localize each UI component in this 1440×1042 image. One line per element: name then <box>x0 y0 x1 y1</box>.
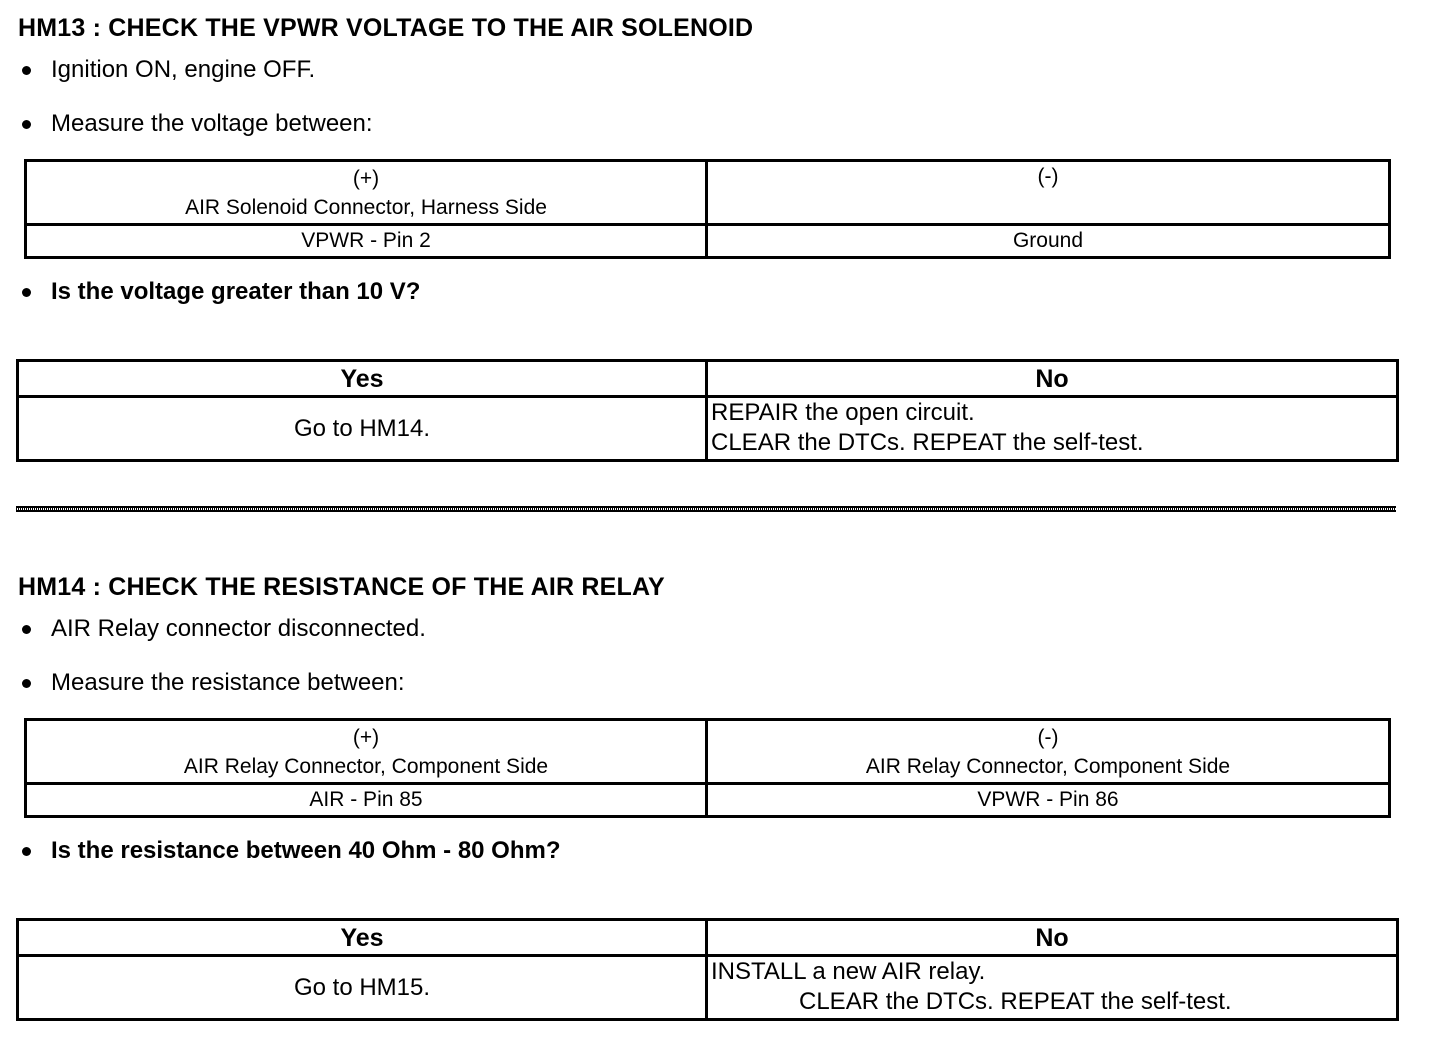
bullet-dot-icon <box>22 288 31 297</box>
minus-pin-cell: Ground <box>707 225 1390 258</box>
bullet-item <box>18 669 405 697</box>
bullet-text: Measure the resistance between: <box>51 669 405 696</box>
result-action-row <box>18 956 1398 1020</box>
yes-header: Yes <box>18 920 707 956</box>
measurement-header-row <box>26 161 1390 225</box>
bullet-dot-icon <box>22 679 31 688</box>
no-action-line: REPAIR the open circuit. <box>711 399 975 426</box>
bullet-item <box>18 56 315 84</box>
section-title-hm14: HM14 : CHECK THE RESISTANCE OF THE AIR RELAY <box>18 573 665 601</box>
bullet-dot-icon <box>22 66 31 75</box>
no-action-line: INSTALL a new AIR relay. <box>711 958 986 985</box>
minus-symbol: (-) <box>1037 725 1059 749</box>
measurement-header-row <box>26 720 1390 784</box>
bullet-text: AIR Relay connector disconnected. <box>51 615 426 642</box>
result-header-row <box>18 920 1398 956</box>
section-divider <box>16 506 1396 512</box>
no-action-line: CLEAR the DTCs. REPEAT the self-test. <box>799 988 1232 1015</box>
result-table-hm14 <box>16 918 1399 1021</box>
no-action-cell <box>707 397 1398 461</box>
measurement-pin-row <box>26 225 1390 258</box>
plus-description: AIR Relay Connector, Component Side <box>183 754 549 778</box>
result-action-row <box>18 397 1398 461</box>
yes-action: Go to HM14. <box>18 397 707 461</box>
no-action-line: CLEAR the DTCs. REPEAT the self-test. <box>711 429 1144 456</box>
plus-terminal-cell <box>26 720 707 784</box>
minus-description: AIR Relay Connector, Component Side <box>865 754 1231 778</box>
measurement-table-hm14 <box>24 718 1391 818</box>
bullet-dot-icon <box>22 120 31 129</box>
measurement-pin-row <box>26 784 1390 817</box>
result-table-hm13 <box>16 359 1399 462</box>
section-title-hm13: HM13 : CHECK THE VPWR VOLTAGE TO THE AIR SOLENOID <box>18 14 754 42</box>
question-item <box>18 278 420 306</box>
question-text: Is the voltage greater than 10 V? <box>51 278 421 305</box>
bullet-text: Ignition ON, engine OFF. <box>51 56 316 83</box>
measurement-table-hm13 <box>24 159 1391 259</box>
bullet-dot-icon <box>22 625 31 634</box>
bullet-dot-icon <box>22 847 31 856</box>
no-action-cell <box>707 956 1398 1020</box>
minus-terminal-cell <box>707 161 1390 225</box>
no-header: No <box>707 361 1398 397</box>
plus-terminal-cell <box>26 161 707 225</box>
question-item <box>18 837 561 865</box>
yes-header: Yes <box>18 361 707 397</box>
plus-description: AIR Solenoid Connector, Harness Side <box>185 195 547 219</box>
result-header-row <box>18 361 1398 397</box>
minus-symbol: (-) <box>1037 165 1059 188</box>
minus-pin-cell: VPWR - Pin 86 <box>707 784 1390 817</box>
question-text: Is the resistance between 40 Ohm - 80 Ohm? <box>51 837 561 864</box>
plus-pin-cell: VPWR - Pin 2 <box>26 225 707 258</box>
plus-symbol: (+) <box>352 725 380 749</box>
bullet-item <box>18 110 373 138</box>
plus-pin-cell: AIR - Pin 85 <box>26 784 707 817</box>
minus-terminal-cell <box>707 720 1390 784</box>
no-header: No <box>707 920 1398 956</box>
yes-action: Go to HM15. <box>18 956 707 1020</box>
bullet-text: Measure the voltage between: <box>51 110 373 137</box>
plus-symbol: (+) <box>352 166 380 190</box>
bullet-item <box>18 615 426 643</box>
